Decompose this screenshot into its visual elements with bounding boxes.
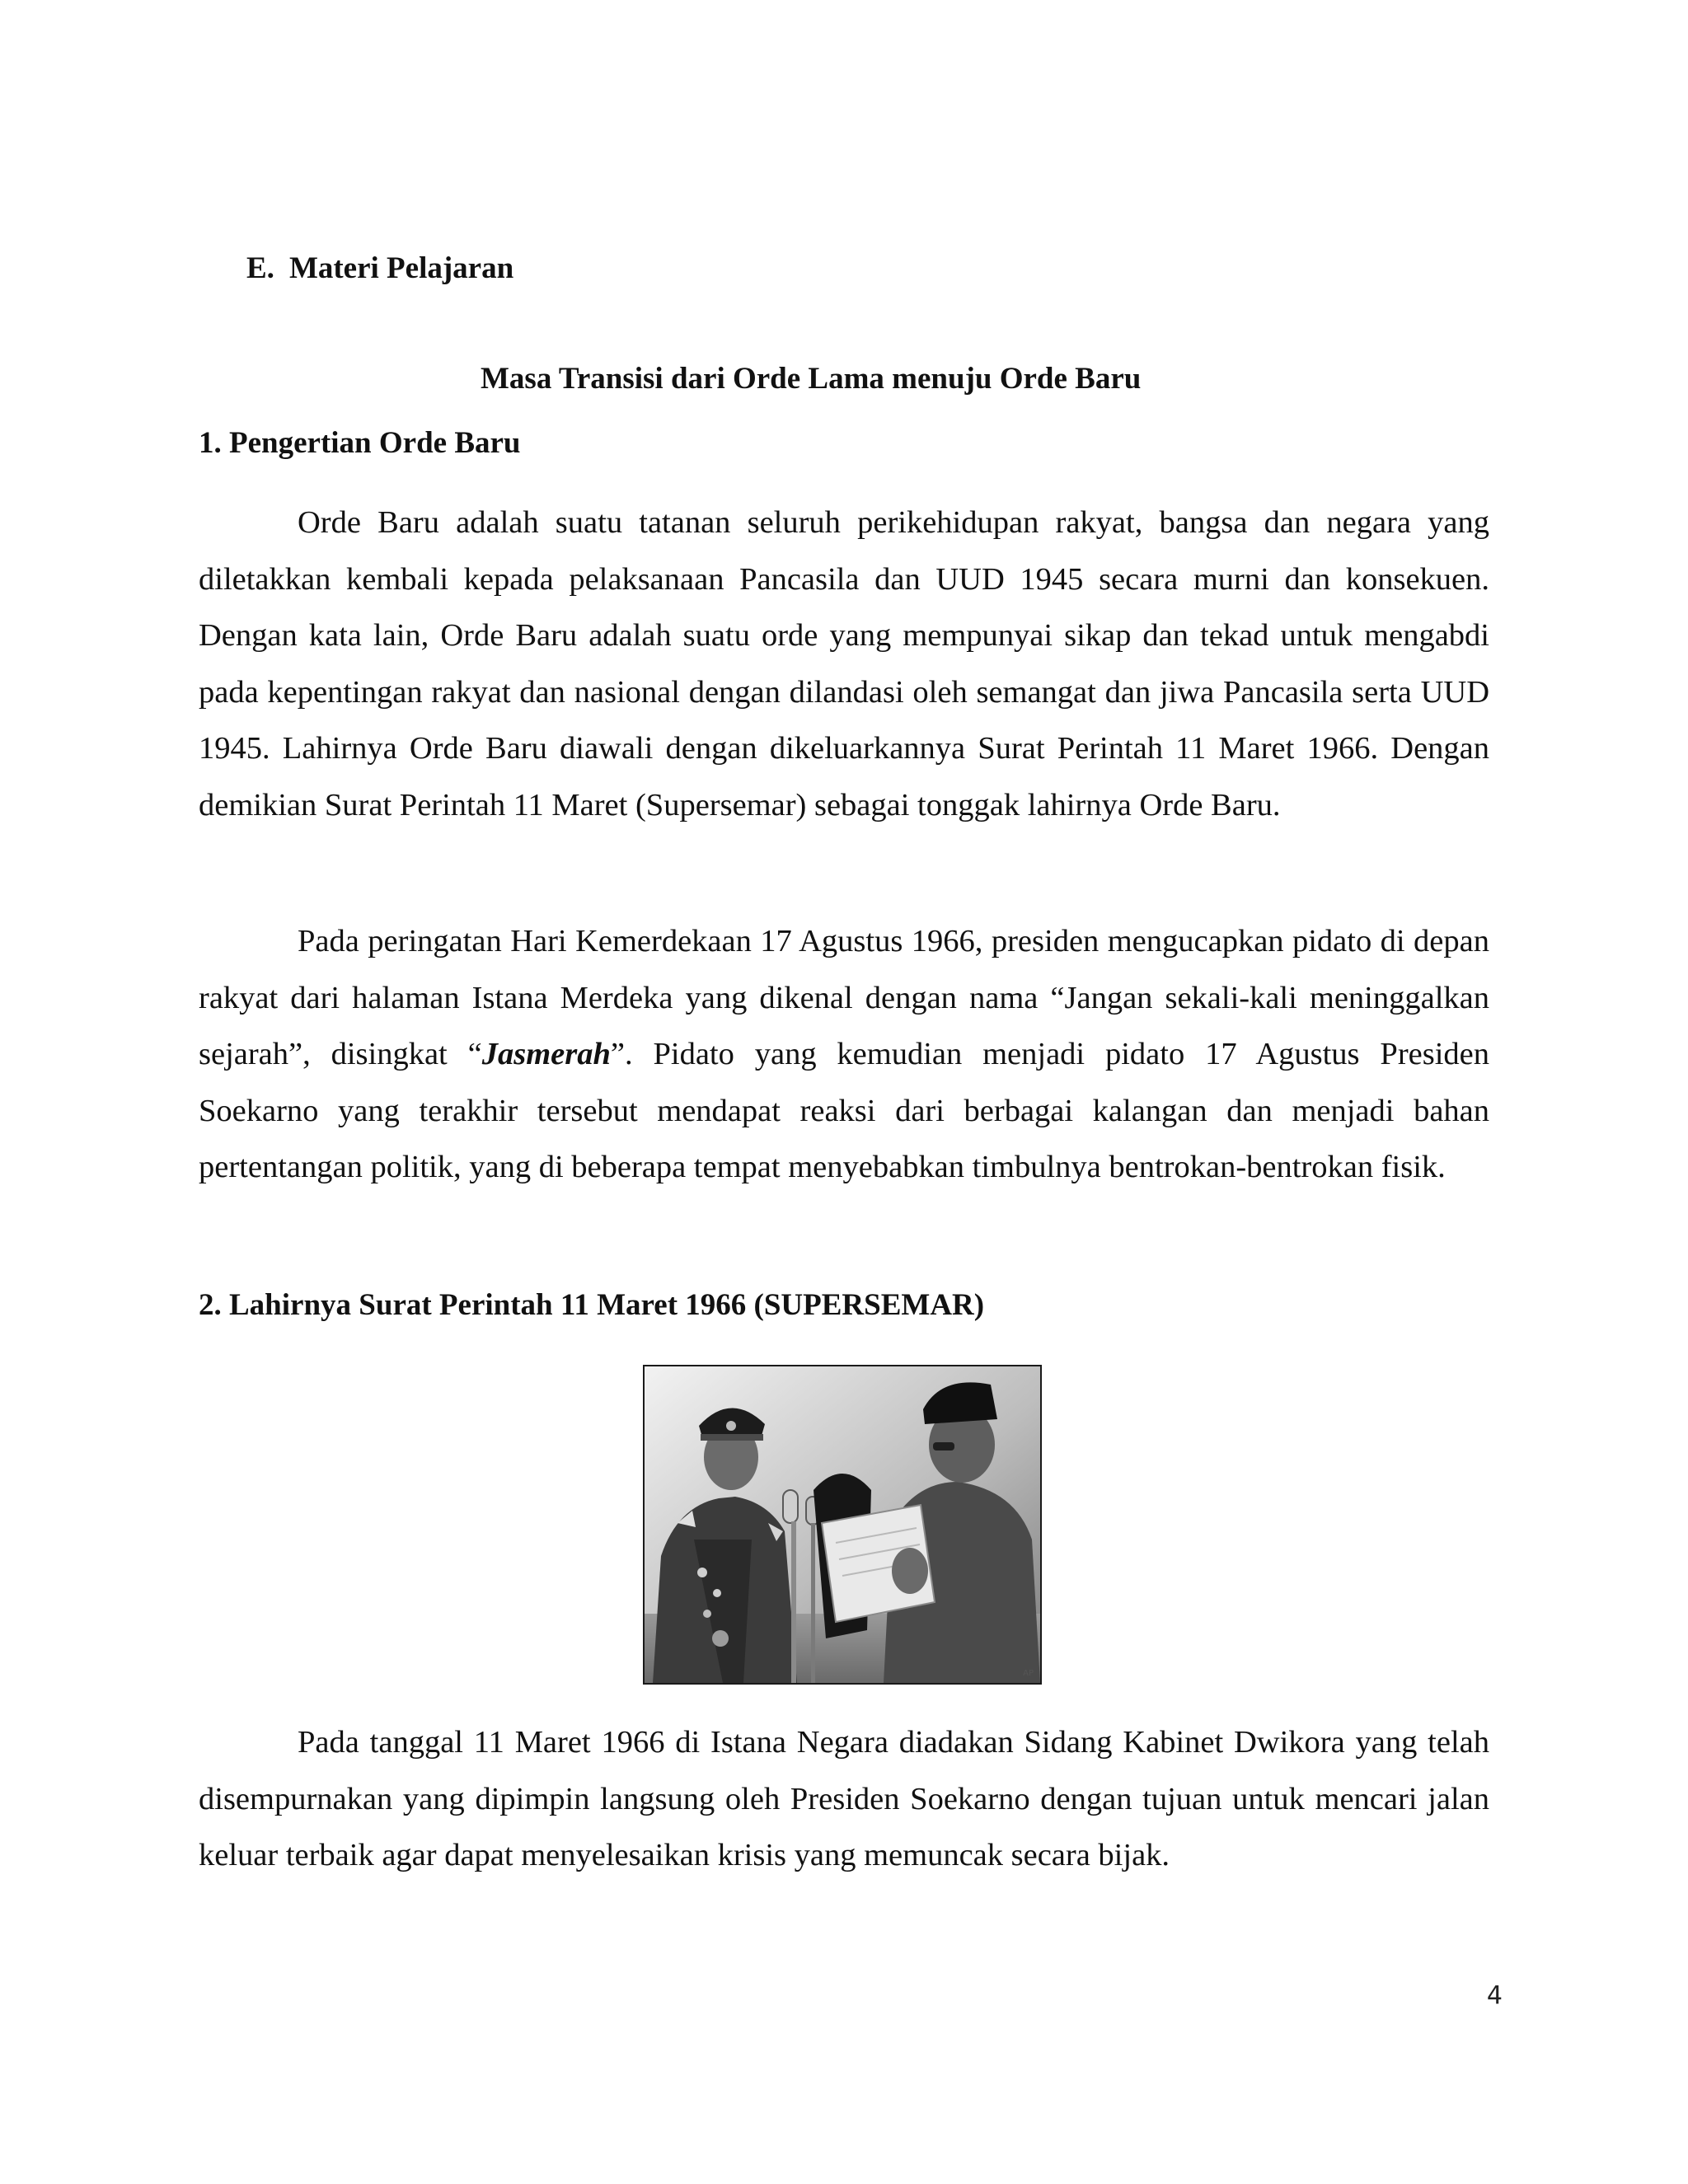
section-heading	[246, 251, 513, 287]
paragraph-sidang-kabinet: Pada tanggal 11 Maret 1966 di Istana Negara diadakan Sidang Kabinet Dwikora yang telah disempurnakan yang dipimpin langsung oleh Presiden Soekarno dengan tujuan untuk mencari jalan keluar terbaik agar dapat menyelesaikan krisis yang memuncak secara bijak.	[199, 1725, 1489, 1873]
section-label: E.	[246, 251, 274, 285]
jasmerah-emphasis: Jasmerah	[481, 1037, 611, 1072]
subsection-2-heading: 2. Lahirnya Surat Perintah 11 Maret 1966 (SUPERSEMAR)	[199, 1288, 985, 1322]
main-title: Masa Transisi dari Orde Lama menuju Orde Baru	[481, 362, 1142, 396]
section-title: Materi Pelajaran	[288, 251, 514, 285]
paragraph-orde-baru-definition: Orde Baru adalah suatu tatanan seluruh perikehidupan rakyat, bangsa dan negara yang diletakkan kembali kepada pelaksanaan Pancasila dan UUD 1945 secara murni dan konsekuen. Dengan kata lain, Orde Baru adalah suatu orde yang mempunyai sikap dan tekad untuk mengabdi pada kepentingan rakyat dan nasional dengan dilandasi oleh semangat dan jiwa Pancasila serta UUD 1945. Lahirnya Orde Baru diawali dengan dikeluarkannya Surat Perintah 11 Maret 1966. Dengan demikian Surat Perintah 11 Maret (Supersemar) sebagai tonggak lahirnya Orde Baru.	[199, 505, 1489, 823]
paragraph-jasmerah	[199, 913, 1489, 1196]
supersemar-photo-image	[645, 1366, 1040, 1683]
supersemar-photo	[643, 1365, 1042, 1685]
photo-watermark: AP	[1023, 1669, 1034, 1678]
subsection-1-heading: 1. Pengertian Orde Baru	[199, 426, 521, 460]
paragraph-jasmerah-text-2: ”. Pidato yang kemudian menjadi pidato 17 Agustus Presiden Soekarno yang terakhir tersebut mendapat reaksi dari berbagai kalangan dan menjadi bahan pertentangan politik, yang di beberapa tempat menyebabkan timbulnya bentrokan-bentrokan fisik.	[199, 1037, 1489, 1185]
paragraph-jasmerah-text-1: Pada peringatan Hari Kemerdekaan 17 Agustus 1966, presiden mengucapkan pidato di depan rakyat dari halaman Istana Merdeka yang dikenal dengan nama “Jangan sekali-kali meninggalkan sejarah”, disingkat “	[199, 924, 1489, 1072]
page-number: 4	[1486, 1981, 1503, 2010]
